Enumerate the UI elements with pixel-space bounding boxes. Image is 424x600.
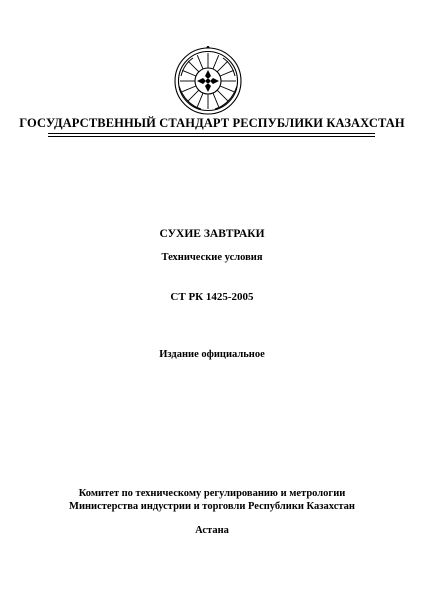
document-number: СТ РК 1425-2005 <box>170 291 254 303</box>
title-rule-top <box>48 133 375 134</box>
city-label: Астана <box>195 525 229 536</box>
state-emblem-icon <box>173 46 243 116</box>
committee-line-2: Министерства индустрии и торговли Республики Казахстан <box>69 501 355 512</box>
committee-line-1: Комитет по техническому регулированию и метрологии <box>78 488 346 499</box>
standard-title: ГОСУДАРСТВЕННЫЙ СТАНДАРТ РЕСПУБЛИКИ КАЗАХСТАН <box>19 116 405 130</box>
document-title: СУХИЕ ЗАВТРАКИ <box>159 228 265 240</box>
title-rule-bottom <box>48 136 375 137</box>
edition-label: Издание официальное <box>159 349 265 360</box>
document-subtitle: Технические условия <box>161 252 263 263</box>
committee-block <box>0 487 424 513</box>
